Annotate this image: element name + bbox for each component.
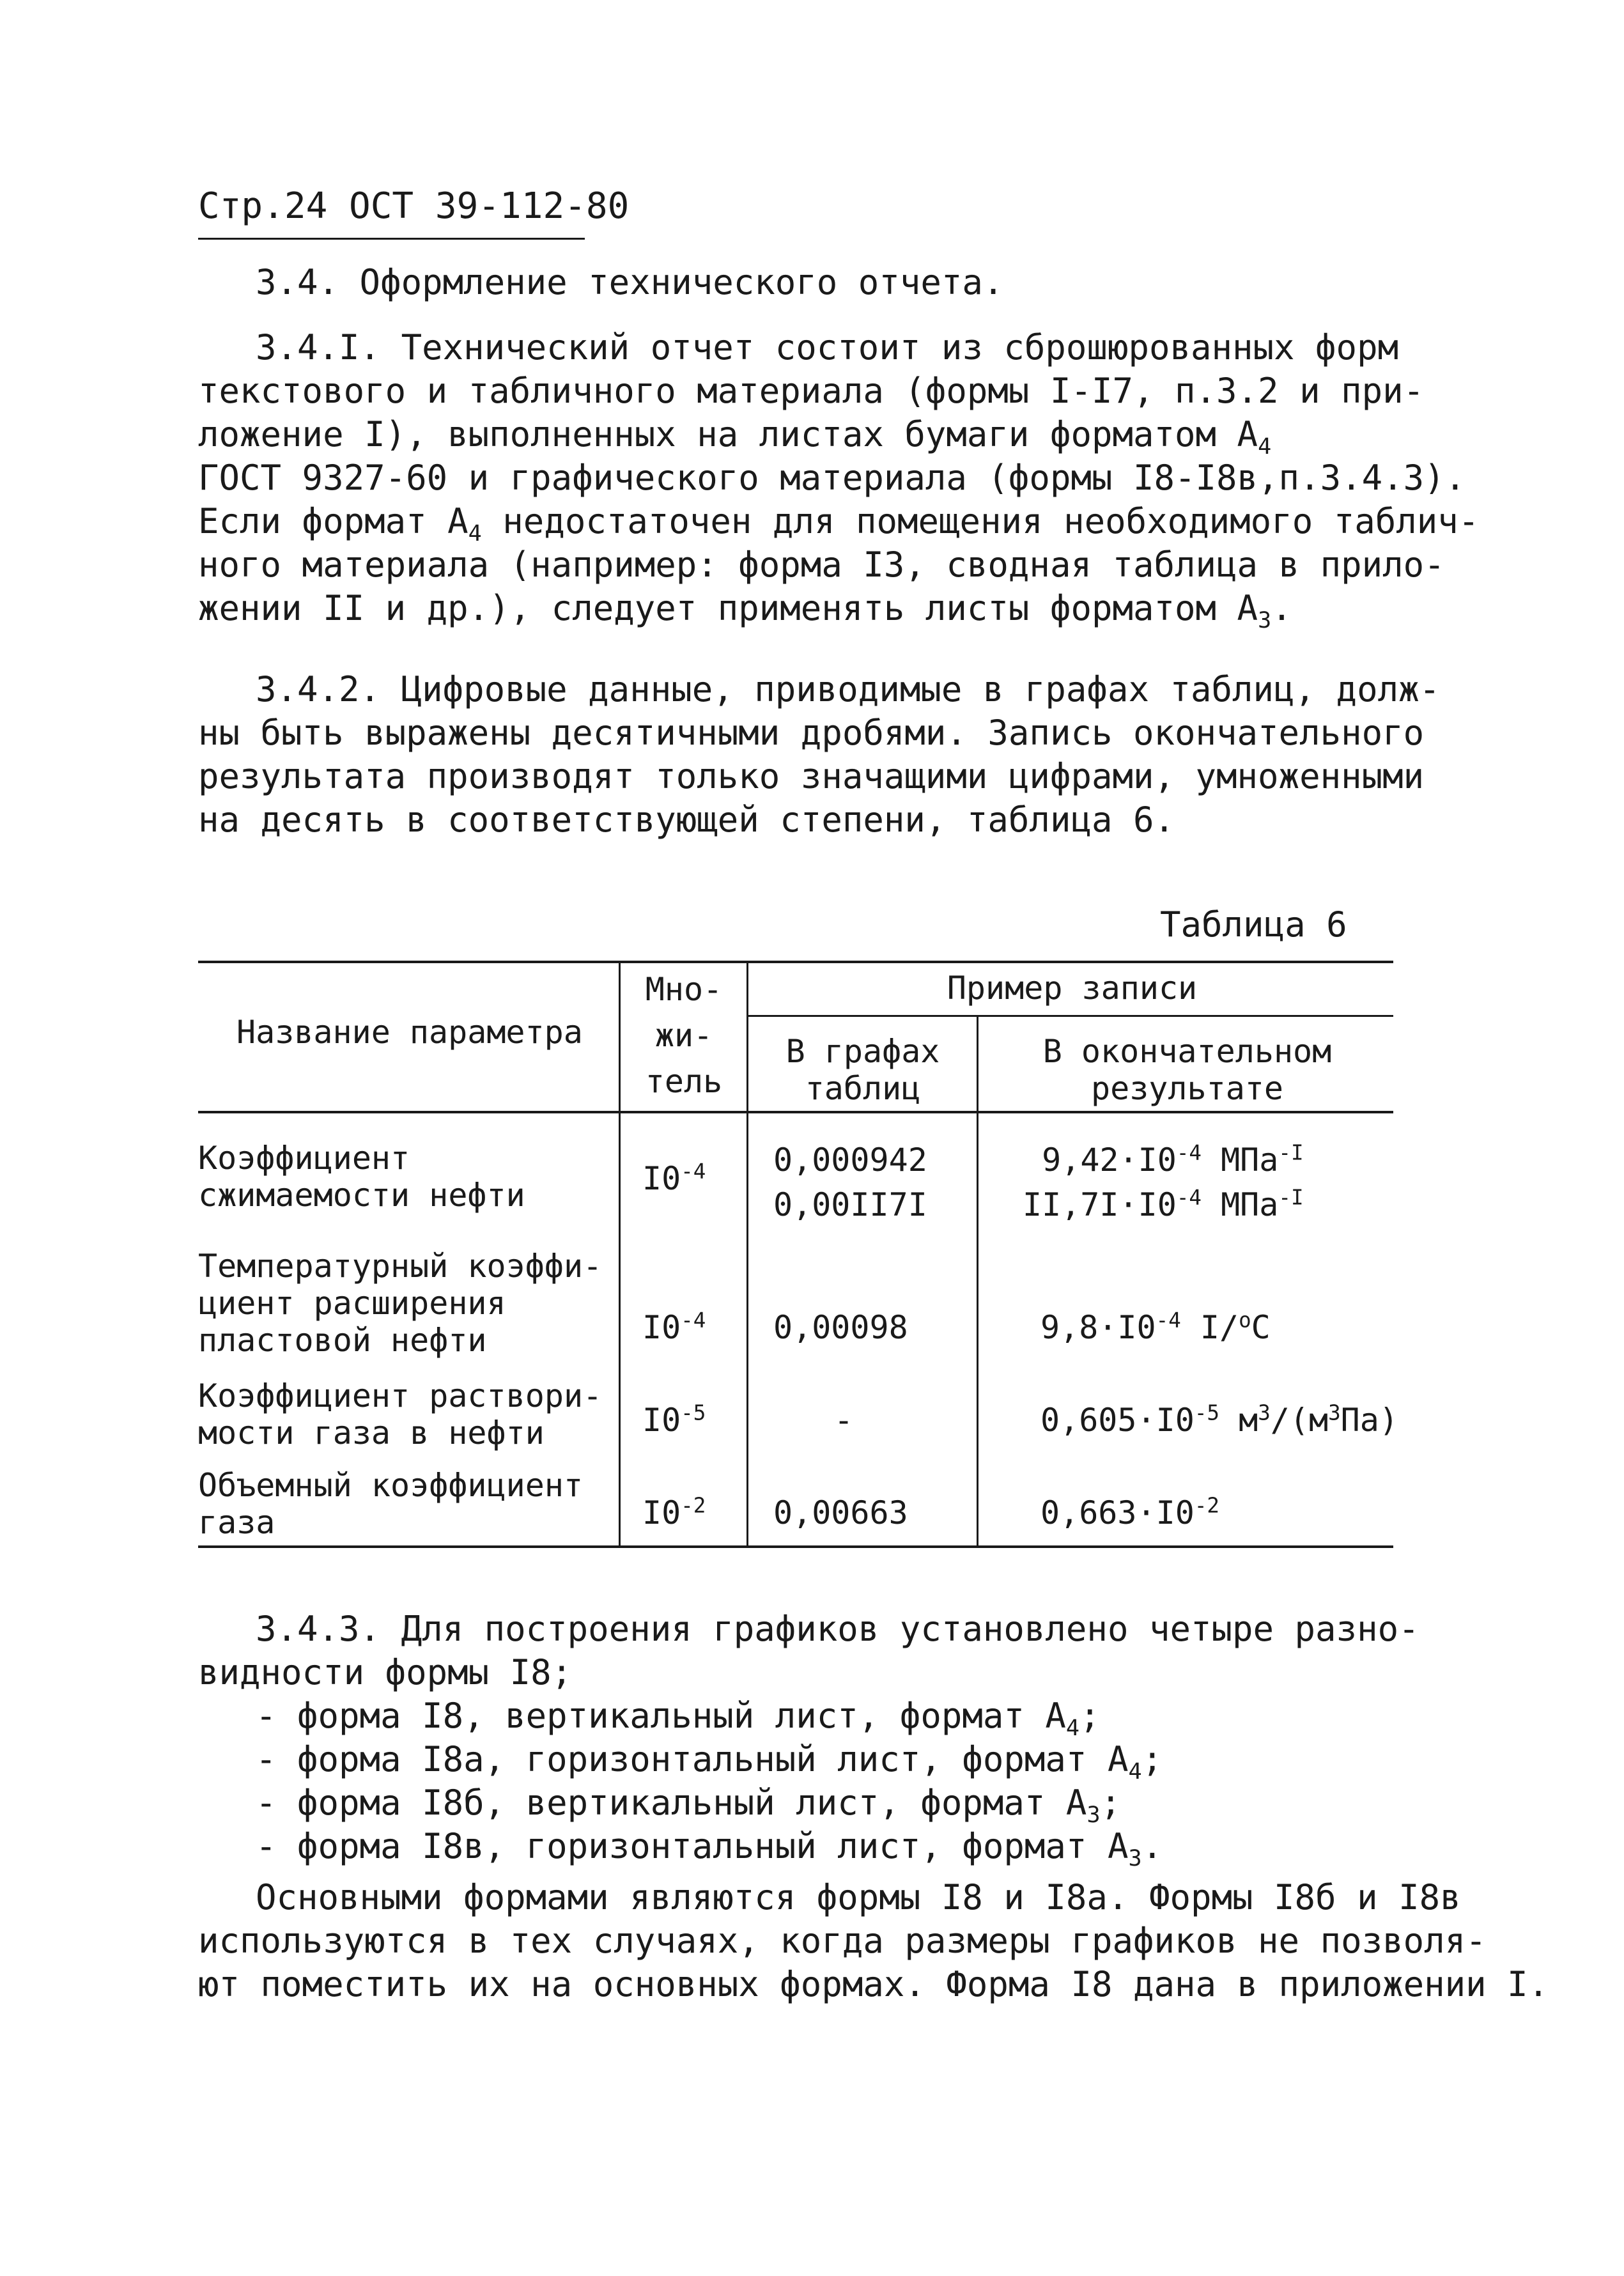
header-param-name: Название параметра bbox=[236, 1014, 583, 1051]
list-item: - форма I8б, вертикальный лист, формат $A_3$; bbox=[256, 1783, 1122, 1828]
list-item: - форма I8а, горизонтальный лист, формат $A_4$; bbox=[256, 1739, 1163, 1784]
list-item: - форма I8в, горизонтальный лист, формат $A_3$. bbox=[256, 1826, 1163, 1871]
table-column-divider bbox=[619, 961, 621, 1545]
text-line: ют поместить их на основных формах. Форма I8 дана в приложении I. bbox=[198, 1964, 1549, 2004]
page-header: Стр.24 ОСТ 39-112-80 bbox=[198, 185, 630, 227]
table-row-3-values: - bbox=[834, 1402, 854, 1439]
header-multiplier: Мно- жи- тель bbox=[645, 971, 723, 1100]
text-line: Если формат $A_4$ недостаточен для помещения необходимого таблич- bbox=[198, 501, 1480, 546]
table-row-2-multiplier: $I0^{-4}$ bbox=[642, 1308, 706, 1346]
section-title: 3.4. Оформление технического отчета. bbox=[256, 262, 1004, 302]
table-row-1-results: $9,42\cdot I0^{-4}$ МПа$^{-I}$ $II,7I\cdot I0^{-4}$ МПа$^{-I}$ bbox=[1023, 1140, 1304, 1223]
table-caption: Таблица 6 bbox=[1160, 904, 1347, 945]
table-row-1-multiplier: $I0^{-4}$ bbox=[642, 1159, 706, 1197]
table-row-3-results: $0,605\cdot I0^{-5}$ $м^3/(м^3Па)$ bbox=[1040, 1400, 1398, 1439]
table-row-4-name: Объемный коэффициент газа bbox=[198, 1467, 584, 1541]
text-line: результата производят только значащими цифрами, умноженными bbox=[198, 756, 1425, 796]
table-row-2-values: 0,00098 bbox=[773, 1309, 908, 1346]
table-row-2-results: $9,8\cdot I0^{-4}$ I/$^o$C bbox=[1040, 1308, 1271, 1346]
paragraph-3-4-3 bbox=[198, 1607, 1549, 2006]
text-line: ны быть выражены десятичными дробями. Запись окончательного bbox=[198, 713, 1425, 753]
header-in-tables: В графах таблиц bbox=[785, 1033, 940, 1107]
header-underline bbox=[198, 238, 585, 240]
table-row-4-results: $0,663\cdot I0^{-2}$ bbox=[1040, 1493, 1219, 1531]
text-line: текстового и табличного материала (формы I-I7, п.3.2 и при- bbox=[198, 371, 1425, 411]
table-row-3-multiplier: $I0^{-5}$ bbox=[642, 1400, 706, 1439]
table-header-rule bbox=[198, 1111, 1393, 1113]
table-row-4-values: 0,00663 bbox=[773, 1494, 908, 1531]
text-line: 3.4.I. Технический отчет состоит из сброшюрованных форм bbox=[256, 327, 1399, 368]
table-row-1-values: 0,000942 0,00II7I bbox=[773, 1142, 927, 1223]
table-row-4-multiplier: $I0^{-2}$ bbox=[642, 1493, 706, 1531]
table-subheader-rule bbox=[746, 1015, 1393, 1017]
list-item: - форма I8, вертикальный лист, формат $A_4$; bbox=[256, 1696, 1101, 1741]
header-example: Пример записи bbox=[947, 970, 1198, 1007]
table-row-2-name: Температурный коэффи- циент расширения пластовой нефти bbox=[198, 1248, 603, 1359]
text-line: ГОСТ 9327-60 и графического материала (формы I8-I8в,п.3.4.3). bbox=[198, 458, 1466, 498]
table-row-1-name: Коэффициент сжимаемости нефти bbox=[198, 1140, 525, 1214]
text-line: жении II и др.), следует применять листы форматом $A_3$. bbox=[198, 588, 1292, 633]
table-top-rule bbox=[198, 961, 1393, 963]
table-column-divider bbox=[977, 1015, 978, 1545]
text-line: Основными формами являются формы I8 и I8а. Формы I8б и I8в bbox=[256, 1877, 1461, 1917]
paragraph-3-4-2 bbox=[198, 668, 1451, 842]
text-line: ложение I), выполненных на листах бумаги форматом $A_4$ bbox=[198, 414, 1272, 460]
text-line: на десять в соответствующей степени, таблица 6. bbox=[198, 800, 1175, 840]
header-final: В окончательном результате bbox=[1042, 1033, 1332, 1107]
table-row-3-name: Коэффициент раствори- мости газа в нефти bbox=[198, 1377, 603, 1452]
table-column-divider bbox=[746, 961, 748, 1545]
paragraph-3-4-1 bbox=[198, 326, 1480, 633]
table-bottom-rule bbox=[198, 1545, 1393, 1548]
text-line: 3.4.3. Для построения графиков установлено четыре разно- bbox=[256, 1609, 1419, 1649]
text-line: 3.4.2. Цифровые данные, приводимые в графах таблиц, долж- bbox=[256, 669, 1441, 709]
text-line: видности формы I8; bbox=[198, 1652, 573, 1692]
text-line: используются в тех случаях, когда размеры графиков не позволя- bbox=[198, 1921, 1487, 1961]
text-line: ного материала (например: форма I3, сводная таблица в прило- bbox=[198, 545, 1445, 585]
